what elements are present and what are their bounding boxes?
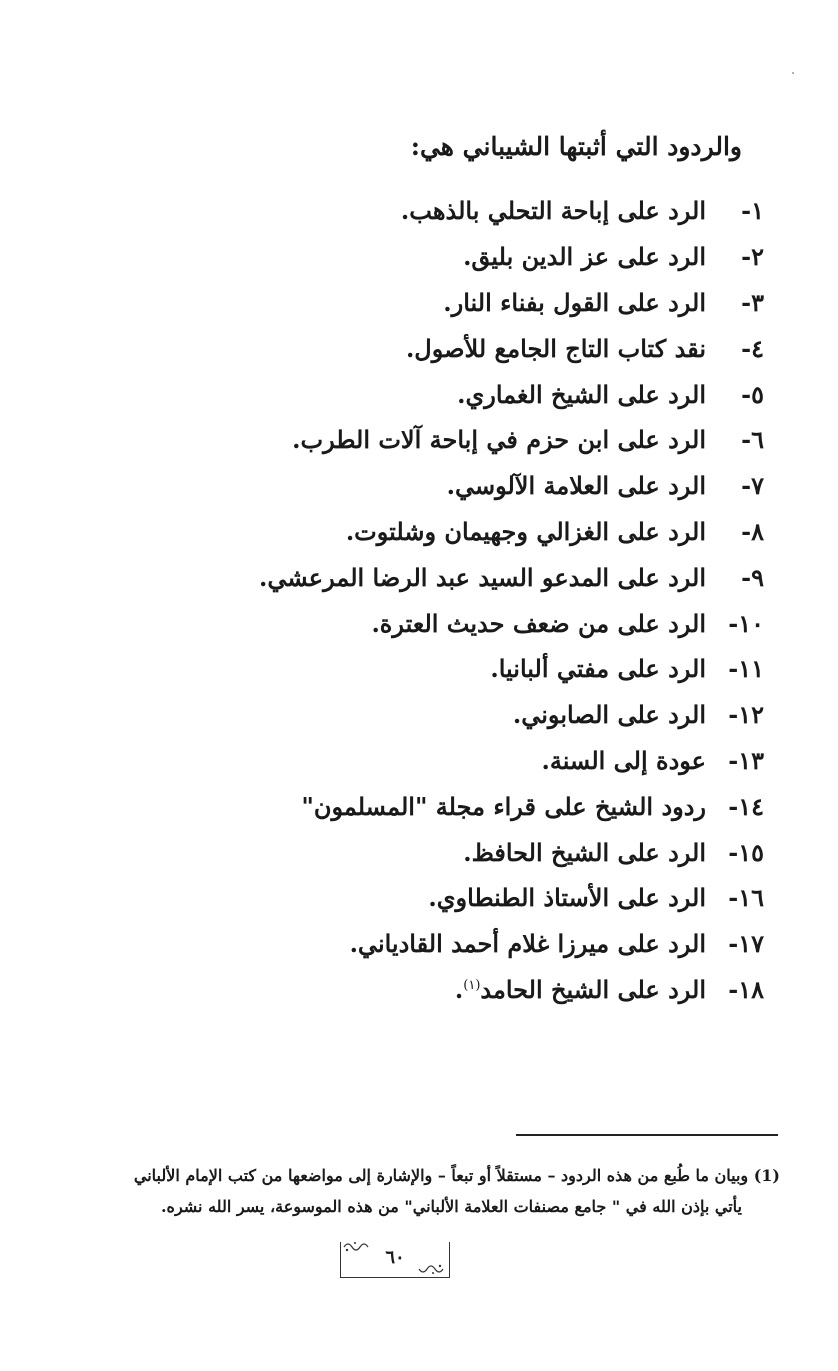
item-number: ٧-	[741, 471, 764, 501]
list-item	[259, 921, 764, 967]
item-text: الرد على الشيخ الحافظ.	[463, 837, 706, 867]
item-number: ١٨-	[728, 974, 764, 1004]
footnote-separator	[516, 1134, 778, 1136]
item-number: ١-	[741, 196, 764, 226]
item-text: الرد على الغزالي وجهيمان وشلتوت.	[345, 516, 706, 546]
item-number: ١٤-	[728, 791, 764, 821]
item-text	[455, 975, 706, 1004]
item-number: ١٧-	[728, 929, 764, 959]
item-number: ١٢-	[728, 700, 764, 730]
item-text: الرد على ابن حزم في إباحة آلات الطرب.	[292, 425, 706, 455]
list-item	[259, 738, 764, 784]
item-text: عودة إلى السنة.	[541, 745, 706, 775]
item-text: نقد كتاب التاج الجامع للأصول.	[405, 333, 706, 363]
item-number: ٢-	[741, 242, 764, 272]
list-item	[259, 829, 764, 875]
list-item	[259, 188, 764, 234]
responses-list	[259, 188, 764, 1012]
item-number: ١١-	[728, 654, 764, 684]
list-item	[259, 783, 764, 829]
list-item	[259, 875, 764, 921]
list-item	[259, 463, 764, 509]
list-item	[259, 967, 764, 1013]
item-number: ٩-	[741, 562, 764, 592]
intro-heading: والردود التي أثبتها الشيباني هي:	[410, 132, 742, 161]
list-item	[259, 600, 764, 646]
list-item	[259, 371, 764, 417]
list-item	[259, 417, 764, 463]
item-text: الرد على المدعو السيد عبد الرضا المرعشي.	[259, 562, 706, 592]
item-text: الرد على مفتي ألبانيا.	[490, 654, 706, 684]
item-text: الرد على الصابوني.	[512, 700, 706, 730]
item-text: الرد على عز الدين بليق.	[463, 242, 706, 272]
item-number: ٦-	[741, 425, 764, 455]
item-text: الرد على العلامة الآلوسي.	[446, 471, 706, 501]
item-text: الرد على إباحة التحلي بالذهب.	[400, 196, 706, 226]
item-text: الرد على ميرزا غلام أحمد القادياني.	[349, 929, 706, 959]
item-number: ٣-	[741, 287, 764, 317]
footnote-reference[interactable]: (١)	[463, 977, 481, 993]
item-text: الرد على القول بفناء النار.	[443, 287, 706, 317]
item-text: ردود الشيخ على قراء مجلة "المسلمون"	[301, 791, 706, 821]
footnote-line-2: يأتي بإذن الله في " جامع مصنفات العلامة الألباني" من هذه الموسوعة، يسر الله نشره.	[160, 1197, 742, 1216]
item-text-body: الرد على الشيخ الحامد	[480, 974, 706, 1004]
item-text-end: .	[454, 974, 464, 1004]
item-number: ٥-	[741, 379, 764, 409]
list-item	[259, 280, 764, 326]
item-number: ٨-	[741, 516, 764, 546]
list-item	[259, 554, 764, 600]
page-number: ٦٠	[385, 1247, 405, 1268]
scan-speck	[792, 72, 794, 74]
list-item	[259, 325, 764, 371]
item-text: الرد على الشيخ الغماري.	[457, 379, 706, 409]
list-item	[259, 234, 764, 280]
item-number: ١٥-	[728, 837, 764, 867]
list-item	[259, 692, 764, 738]
item-number: ١٦-	[728, 883, 764, 913]
footnote	[36, 1160, 780, 1222]
item-text: الرد على الأستاذ الطنطاوي.	[428, 883, 706, 913]
item-number: ٤-	[741, 333, 764, 363]
item-text: الرد على من ضعف حديث العترة.	[371, 608, 706, 638]
list-item	[259, 646, 764, 692]
list-item	[259, 509, 764, 555]
item-number: ١٠-	[728, 608, 764, 638]
item-number: ١٣-	[728, 745, 764, 775]
footnote-line-1: (1) وبيان ما طُبع من هذه الردود – مستقلاً أو تبعاً – والإشارة إلى مواضعها من كتب الإمام الألباني	[133, 1166, 780, 1185]
